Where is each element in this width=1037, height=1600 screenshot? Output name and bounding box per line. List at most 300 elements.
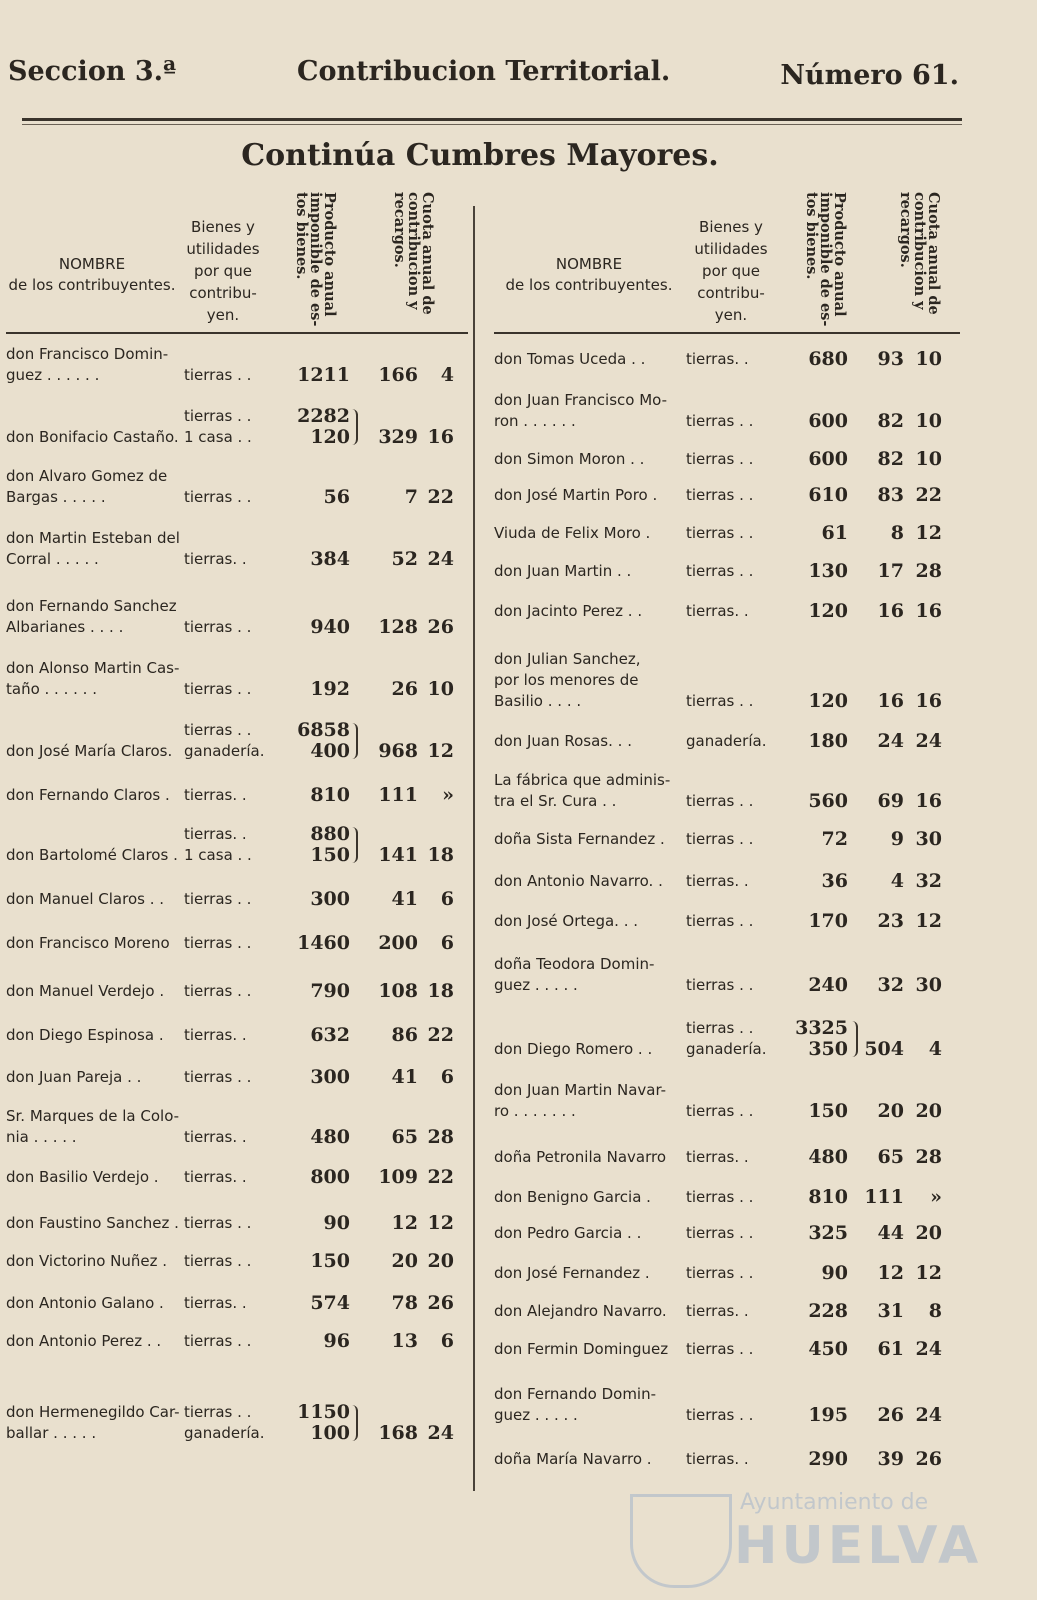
- bienes-value: tierras . . ganadería.: [184, 721, 265, 760]
- contributor-name: don Hermenegildo Car- ballar . . . . .: [6, 1403, 180, 1442]
- table-row: [494, 1060, 960, 1122]
- cuota-value: 111: [864, 1186, 904, 1208]
- bienes-value: tierras. .: [686, 1450, 749, 1468]
- cuota-value: 20: [877, 1100, 904, 1122]
- table-row: [6, 1352, 468, 1444]
- cuota-value: 41: [391, 888, 418, 910]
- header-producto: Producto anual imponible de es-tos bienes.: [293, 192, 338, 327]
- table-row: [494, 582, 960, 622]
- left-table-header: [6, 190, 468, 336]
- contributor-name: don Manuel Verdejo .: [6, 982, 165, 1000]
- cuota-value: 8: [890, 522, 904, 544]
- bienes-value: tierras. .: [184, 1128, 247, 1146]
- page-title: Contribucion Territorial.: [297, 56, 671, 87]
- cuota-value: 41: [391, 1066, 418, 1088]
- producto-value: 574: [310, 1292, 350, 1314]
- table-row: [494, 1244, 960, 1284]
- contributor-name: don Pedro Garcia . .: [494, 1224, 642, 1242]
- cuota-cents-value: 6: [440, 1066, 454, 1088]
- table-row: [494, 812, 960, 850]
- bienes-value: tierras. .: [184, 1294, 247, 1312]
- table-row: [494, 336, 960, 370]
- cuota-cents-value: 30: [915, 974, 942, 996]
- table-row: [494, 892, 960, 932]
- contributor-name: don Benigno Garcia .: [494, 1188, 651, 1206]
- cuota-cents-value: 12: [915, 522, 942, 544]
- contributor-name: don Fermin Dominguez: [494, 1340, 669, 1358]
- cuota-cents-value: 6: [440, 888, 454, 910]
- bienes-value: ganadería.: [686, 732, 767, 750]
- cuota-cents-value: 20: [427, 1250, 454, 1272]
- bienes-value: tierras. .: [686, 872, 749, 890]
- producto-value: 790: [310, 980, 350, 1002]
- cuota-cents-value: 24: [427, 1422, 454, 1444]
- producto-value: 300: [310, 1066, 350, 1088]
- cuota-value: 82: [877, 410, 904, 432]
- producto-value: 90: [821, 1262, 848, 1284]
- page-number: Número 61.: [780, 60, 959, 91]
- producto-value: 56: [323, 486, 350, 508]
- header-name: NOMBRE de los contribuyentes.: [8, 255, 176, 294]
- cuota-value: 82: [877, 448, 904, 470]
- header-rule-right: [494, 332, 960, 334]
- column-divider: [473, 206, 475, 1491]
- cuota-cents-value: 12: [427, 1212, 454, 1234]
- producto-value: 600: [808, 410, 848, 432]
- cuota-value: 23: [877, 910, 904, 932]
- header-rule-thin: [22, 124, 962, 125]
- contributor-name: don Basilio Verdejo .: [6, 1168, 159, 1186]
- bienes-value: tierras . .: [686, 830, 754, 848]
- producto-value: 632: [310, 1024, 350, 1046]
- contributor-name: don Juan Rosas. . .: [494, 732, 632, 750]
- producto-value: 72: [821, 828, 848, 850]
- cuota-value: 108: [378, 980, 418, 1002]
- cuota-value: 24: [877, 730, 904, 752]
- table-row: [6, 336, 468, 386]
- cuota-value: 44: [877, 1222, 904, 1244]
- table-row: [494, 1208, 960, 1244]
- contributor-name: don José Ortega. . .: [494, 912, 639, 930]
- cuota-value: 329: [378, 426, 418, 448]
- cuota-value: 141: [378, 844, 418, 866]
- cuota-cents-value: 4: [440, 364, 454, 386]
- bienes-value: tierras. .: [184, 1168, 247, 1186]
- producto-value: 1150 100: [297, 1401, 350, 1444]
- header-bienes: Bienes y utilidades por que contribu- yen.: [694, 218, 768, 324]
- cuota-value: 32: [877, 974, 904, 996]
- bienes-value: tierras . .: [184, 1252, 252, 1270]
- cuota-cents-value: 10: [915, 410, 942, 432]
- cuota-value: 26: [877, 1404, 904, 1426]
- table-row: [494, 712, 960, 752]
- producto-value: 192: [310, 678, 350, 700]
- cuota-value: 65: [391, 1126, 418, 1148]
- table-row: [6, 806, 468, 866]
- cuota-cents-value: 4: [928, 1038, 942, 1060]
- contributor-name: don Juan Martin . .: [494, 562, 632, 580]
- bienes-value: tierras. . 1 casa . .: [184, 825, 252, 864]
- contributor-name: don Diego Espinosa .: [6, 1026, 164, 1044]
- cuota-value: 968: [378, 740, 418, 762]
- cuota-cents-value: 16: [915, 790, 942, 812]
- bienes-value: tierras . .: [686, 1264, 754, 1282]
- bienes-value: tierras . .: [686, 792, 754, 810]
- contributor-name: don Jacinto Perez . .: [494, 602, 643, 620]
- cuota-cents-value: 26: [427, 1292, 454, 1314]
- shield-icon: [630, 1494, 732, 1588]
- producto-value: 880 150: [310, 823, 350, 866]
- table-row: [6, 508, 468, 570]
- contributor-name: don Fernando Claros .: [6, 786, 170, 804]
- contributor-name: don Victorino Nuñez .: [6, 1252, 168, 1270]
- contributor-name: don Antonio Navarro. .: [494, 872, 663, 890]
- table-row: [6, 954, 468, 1002]
- table-row: [494, 622, 960, 712]
- cuota-cents-value: »: [442, 784, 454, 806]
- bienes-value: tierras. .: [686, 1302, 749, 1320]
- contributor-name: don Juan Francisco Mo- ron . . . . . .: [494, 391, 668, 430]
- bienes-value: tierras. .: [686, 350, 749, 368]
- cuota-value: 83: [877, 484, 904, 506]
- cuota-value: 39: [877, 1448, 904, 1470]
- header-rule-left: [6, 332, 468, 334]
- right-table: [494, 190, 960, 1470]
- header-cuota: Cuota anual de contribucion y recargos.: [897, 192, 942, 315]
- table-row: [6, 866, 468, 910]
- table-row: [6, 1148, 468, 1188]
- cuota-value: 200: [378, 932, 418, 954]
- header-rule: [22, 118, 962, 121]
- table-row: [6, 1188, 468, 1234]
- cuota-value: 16: [877, 600, 904, 622]
- bienes-value: tierras. .: [686, 602, 749, 620]
- table-row: [6, 700, 468, 762]
- bienes-value: tierras . .: [686, 524, 754, 542]
- producto-value: 180: [808, 730, 848, 752]
- table-row: [494, 506, 960, 544]
- table-row: [6, 386, 468, 448]
- table-row: [6, 448, 468, 508]
- table-row: [6, 570, 468, 638]
- bienes-value: tierras . .: [184, 618, 252, 636]
- bienes-value: tierras . . ganadería.: [686, 1019, 767, 1058]
- table-row: [6, 910, 468, 954]
- cuota-cents-value: 20: [915, 1100, 942, 1122]
- producto-value: 150: [310, 1250, 350, 1272]
- cuota-cents-value: 12: [915, 1262, 942, 1284]
- cuota-cents-value: 24: [915, 1338, 942, 1360]
- cuota-value: 9: [890, 828, 904, 850]
- contributor-name: don Francisco Domin- guez . . . . . .: [6, 345, 169, 384]
- cuota-cents-value: 6: [440, 1330, 454, 1352]
- bienes-value: tierras . . 1 casa . .: [184, 407, 252, 446]
- cuota-value: 16: [877, 690, 904, 712]
- producto-value: 300: [310, 888, 350, 910]
- bienes-value: tierras . .: [686, 1224, 754, 1242]
- contributor-name: don Antonio Galano .: [6, 1294, 164, 1312]
- bienes-value: tierras . .: [686, 486, 754, 504]
- contributor-name: don Fernando Domin- guez . . . . .: [494, 1385, 657, 1424]
- contributor-name: don Fernando Sanchez Albarianes . . . .: [6, 597, 177, 636]
- producto-value: 2282 120: [297, 405, 350, 448]
- cuota-value: 93: [877, 348, 904, 370]
- left-rows: [6, 336, 468, 1444]
- producto-value: 195: [808, 1404, 848, 1426]
- contributor-name: don Tomas Uceda . .: [494, 350, 646, 368]
- table-row: [494, 850, 960, 892]
- cuota-value: 12: [877, 1262, 904, 1284]
- producto-value: 240: [808, 974, 848, 996]
- producto-value: 480: [808, 1146, 848, 1168]
- bienes-value: tierras . .: [184, 680, 252, 698]
- cuota-cents-value: 10: [915, 348, 942, 370]
- table-row: [494, 1426, 960, 1470]
- cuota-cents-value: 16: [427, 426, 454, 448]
- cuota-cents-value: 24: [915, 730, 942, 752]
- cuota-cents-value: 8: [928, 1300, 942, 1322]
- producto-value: 680: [808, 348, 848, 370]
- bienes-value: tierras . .: [686, 412, 754, 430]
- producto-value: 1211: [297, 364, 350, 386]
- table-row: [494, 1122, 960, 1168]
- producto-value: 120: [808, 600, 848, 622]
- cuota-value: 168: [378, 1422, 418, 1444]
- cuota-value: 12: [391, 1212, 418, 1234]
- contributor-name: don Alejandro Navarro.: [494, 1302, 667, 1320]
- cuota-cents-value: 28: [915, 1146, 942, 1168]
- contributor-name: La fábrica que adminis- tra el Sr. Cura . .: [494, 771, 671, 810]
- right-rows: [494, 336, 960, 1470]
- cuota-cents-value: 26: [427, 616, 454, 638]
- cuota-value: 26: [391, 678, 418, 700]
- brace-mark: [350, 1405, 358, 1441]
- contributor-name: don Bonifacio Castaño.: [6, 428, 179, 446]
- bienes-value: tierras . .: [686, 1340, 754, 1358]
- cuota-cents-value: 22: [427, 1166, 454, 1188]
- producto-value: 96: [323, 1330, 350, 1352]
- cuota-value: 128: [378, 616, 418, 638]
- bienes-value: tierras . .: [686, 692, 754, 710]
- cuota-cents-value: 6: [440, 932, 454, 954]
- contributor-name: don José María Claros.: [6, 742, 173, 760]
- cuota-value: 20: [391, 1250, 418, 1272]
- brace-mark: [850, 1021, 858, 1057]
- cuota-value: 78: [391, 1292, 418, 1314]
- cuota-cents-value: 30: [915, 828, 942, 850]
- contributor-name: don Faustino Sanchez .: [6, 1214, 179, 1232]
- table-row: [494, 1360, 960, 1426]
- producto-value: 480: [310, 1126, 350, 1148]
- bienes-value: tierras . .: [686, 1188, 754, 1206]
- bienes-value: tierras . .: [686, 1102, 754, 1120]
- table-row: [6, 638, 468, 700]
- contributor-name: don Antonio Perez . .: [6, 1332, 162, 1350]
- header-cuota: Cuota anual de contribucion y recargos.: [391, 192, 436, 315]
- bienes-value: tierras . .: [184, 488, 252, 506]
- producto-value: 450: [808, 1338, 848, 1360]
- contributor-name: don Manuel Claros . .: [6, 890, 165, 908]
- contributor-name: don Francisco Moreno: [6, 934, 170, 952]
- producto-value: 6858 400: [297, 719, 350, 762]
- producto-value: 3325 350: [795, 1017, 848, 1060]
- contributor-name: don Alvaro Gomez de Bargas . . . . .: [6, 467, 168, 506]
- contributor-name: don José Martin Poro .: [494, 486, 658, 504]
- cuota-cents-value: 32: [915, 870, 942, 892]
- watermark-city: HUELVA: [734, 1516, 983, 1576]
- bienes-value: tierras . .: [686, 976, 754, 994]
- producto-value: 290: [808, 1448, 848, 1470]
- table-row: [494, 1168, 960, 1208]
- bienes-value: tierras . .: [686, 562, 754, 580]
- contributor-name: doña María Navarro .: [494, 1450, 652, 1468]
- cuota-value: 69: [877, 790, 904, 812]
- cuota-cents-value: 18: [427, 980, 454, 1002]
- cuota-cents-value: 24: [427, 548, 454, 570]
- cuota-value: 61: [877, 1338, 904, 1360]
- contributor-name: don Diego Romero . .: [494, 1040, 653, 1058]
- table-row: [6, 1088, 468, 1148]
- section-label: Seccion 3.ª: [8, 56, 177, 87]
- contributor-name: don Martin Esteban del Corral . . . . .: [6, 529, 180, 568]
- producto-value: 61: [821, 522, 848, 544]
- cuota-value: 504: [864, 1038, 904, 1060]
- table-row: [494, 1284, 960, 1322]
- bienes-value: tierras . .: [184, 890, 252, 908]
- header-bienes: Bienes y utilidades por que contribu- yen.: [186, 218, 260, 324]
- table-row: [494, 432, 960, 470]
- producto-value: 90: [323, 1212, 350, 1234]
- producto-value: 810: [310, 784, 350, 806]
- cuota-cents-value: 10: [915, 448, 942, 470]
- cuota-cents-value: 22: [427, 1024, 454, 1046]
- producto-value: 600: [808, 448, 848, 470]
- cuota-cents-value: 28: [915, 560, 942, 582]
- cuota-cents-value: 10: [427, 678, 454, 700]
- producto-value: 130: [808, 560, 848, 582]
- producto-value: 150: [808, 1100, 848, 1122]
- cuota-cents-value: 28: [427, 1126, 454, 1148]
- cuota-cents-value: 12: [915, 910, 942, 932]
- cuota-value: 13: [391, 1330, 418, 1352]
- cuota-value: 4: [890, 870, 904, 892]
- bienes-value: tierras. .: [184, 1026, 247, 1044]
- cuota-cents-value: 12: [427, 740, 454, 762]
- producto-value: 810: [808, 1186, 848, 1208]
- bienes-value: tierras . .: [184, 366, 252, 384]
- contributor-name: don Simon Moron . .: [494, 450, 645, 468]
- cuota-value: 111: [378, 784, 418, 806]
- bienes-value: tierras. .: [184, 550, 247, 568]
- table-row: [6, 1234, 468, 1272]
- cuota-value: 65: [877, 1146, 904, 1168]
- contributor-name: don Bartolomé Claros .: [6, 846, 178, 864]
- bienes-value: tierras. .: [184, 786, 247, 804]
- table-row: [494, 370, 960, 432]
- subtitle: Continúa Cumbres Mayores.: [241, 138, 719, 173]
- producto-value: 560: [808, 790, 848, 812]
- table-row: [494, 470, 960, 506]
- contributor-name: don José Fernandez .: [494, 1264, 650, 1282]
- table-row: [6, 1046, 468, 1088]
- bienes-value: tierras . .: [184, 934, 252, 952]
- contributor-name: don Alonso Martin Cas- taño . . . . . .: [6, 659, 180, 698]
- watermark-top: Ayuntamiento de: [740, 1490, 929, 1515]
- producto-value: 610: [808, 484, 848, 506]
- table-row: [494, 1322, 960, 1360]
- contributor-name: don Julian Sanchez, por los menores de Basilio . . . .: [494, 650, 641, 710]
- producto-value: 120: [808, 690, 848, 712]
- contributor-name: doña Sista Fernandez .: [494, 830, 665, 848]
- contributor-name: Sr. Marques de la Colo- nia . . . . .: [6, 1107, 180, 1146]
- cuota-value: 109: [378, 1166, 418, 1188]
- producto-value: 170: [808, 910, 848, 932]
- cuota-cents-value: 22: [915, 484, 942, 506]
- cuota-cents-value: 24: [915, 1404, 942, 1426]
- brace-mark: [350, 723, 358, 759]
- producto-value: 325: [808, 1222, 848, 1244]
- left-table: [6, 190, 468, 1444]
- table-row: [494, 544, 960, 582]
- producto-value: 228: [808, 1300, 848, 1322]
- right-table-header: [494, 190, 960, 336]
- cuota-cents-value: 20: [915, 1222, 942, 1244]
- producto-value: 800: [310, 1166, 350, 1188]
- contributor-name: Viuda de Felix Moro .: [494, 524, 651, 542]
- cuota-value: 7: [404, 486, 418, 508]
- cuota-cents-value: 26: [915, 1448, 942, 1470]
- bienes-value: tierras . . ganadería.: [184, 1403, 265, 1442]
- table-row: [6, 1002, 468, 1046]
- table-row: [494, 932, 960, 996]
- cuota-value: 52: [391, 548, 418, 570]
- header-name: NOMBRE de los contribuyentes.: [505, 255, 673, 294]
- table-row: [6, 1272, 468, 1314]
- bienes-value: tierras . .: [184, 1214, 252, 1232]
- bienes-value: tierras . .: [184, 1068, 252, 1086]
- producto-value: 384: [310, 548, 350, 570]
- cuota-value: 17: [877, 560, 904, 582]
- producto-value: 36: [821, 870, 848, 892]
- cuota-value: 31: [877, 1300, 904, 1322]
- brace-mark: [350, 827, 358, 863]
- producto-value: 1460: [297, 932, 350, 954]
- contributor-name: doña Teodora Domin- guez . . . . .: [494, 955, 655, 994]
- contributor-name: doña Petronila Navarro: [494, 1148, 667, 1166]
- header-producto: Producto anual imponible de es-tos bienes.: [803, 192, 848, 327]
- cuota-cents-value: »: [930, 1186, 942, 1208]
- cuota-cents-value: 22: [427, 486, 454, 508]
- bienes-value: tierras . .: [686, 1406, 754, 1424]
- bienes-value: tierras . .: [184, 1332, 252, 1350]
- bienes-value: tierras. .: [686, 1148, 749, 1166]
- cuota-cents-value: 16: [915, 690, 942, 712]
- producto-value: 940: [310, 616, 350, 638]
- table-row: [494, 996, 960, 1060]
- table-row: [6, 1314, 468, 1352]
- table-row: [6, 762, 468, 806]
- contributor-name: don Juan Martin Navar- ro . . . . . . .: [494, 1081, 667, 1120]
- brace-mark: [350, 409, 358, 445]
- cuota-cents-value: 18: [427, 844, 454, 866]
- bienes-value: tierras . .: [686, 912, 754, 930]
- cuota-value: 166: [378, 364, 418, 386]
- cuota-cents-value: 16: [915, 600, 942, 622]
- table-row: [494, 752, 960, 812]
- bienes-value: tierras . .: [686, 450, 754, 468]
- contributor-name: don Juan Pareja . .: [6, 1068, 142, 1086]
- bienes-value: tierras . .: [184, 982, 252, 1000]
